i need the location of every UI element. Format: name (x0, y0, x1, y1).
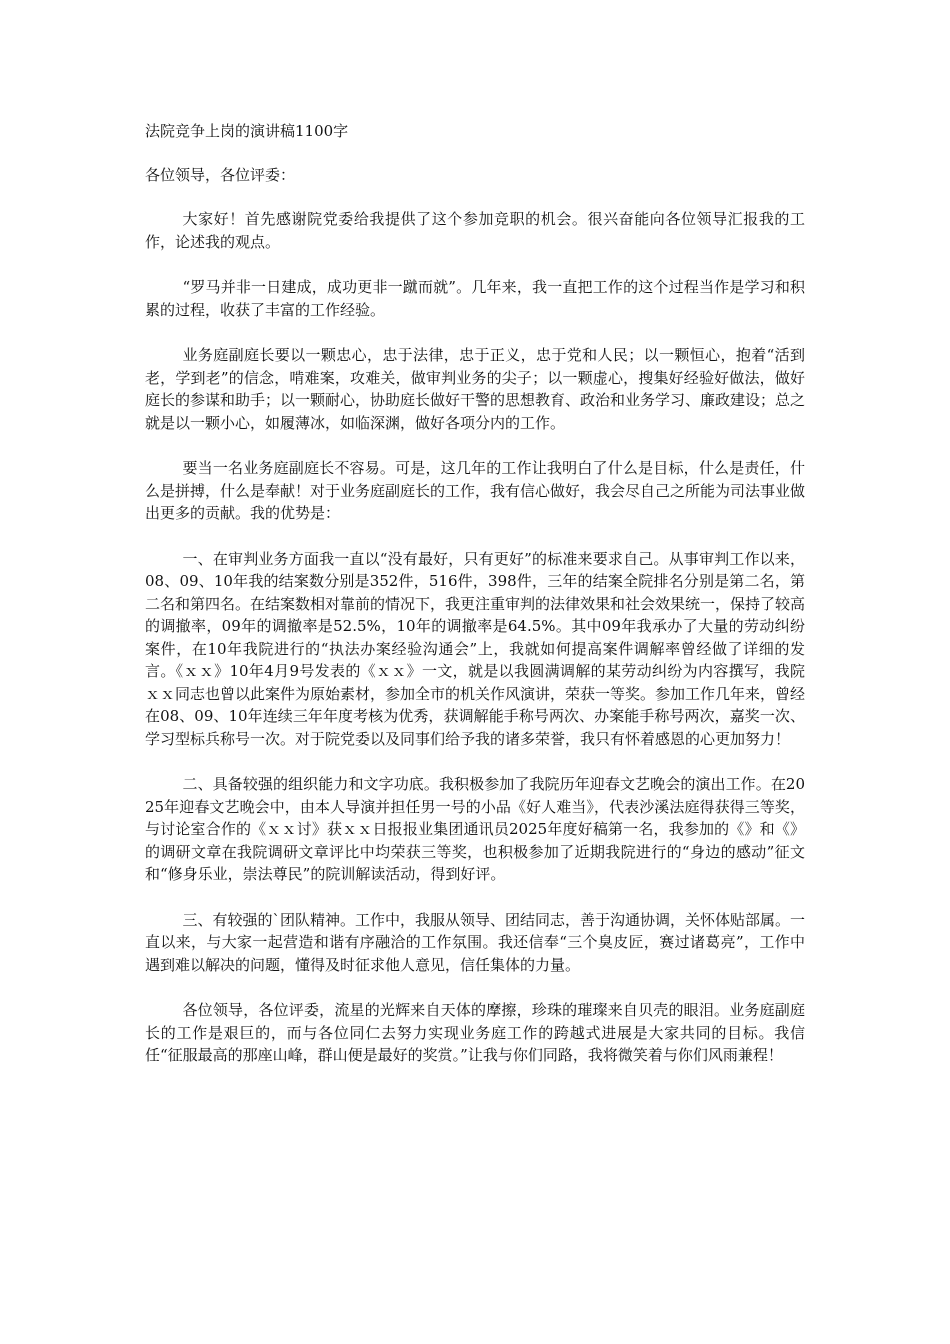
paragraph-four-hearts: 业务庭副庭长要以一颗忠心，忠于法律，忠于正义，忠于党和人民；以一颗恒心，抱着“活到老，学到老”的信念，啃难案，攻难关，做审判业务的尖子；以一颗虚心，搜集好经验好做法，做好庭长的参谋和助手；以一颗耐心，协助庭长做好干警的思想教育、政治和业务学习、廉政建设；总之就是以一颗小心，如履薄冰，如临深渊，做好各项分内的工作。 (145, 346, 806, 432)
document-page (145, 120, 805, 1090)
paragraph-opening: 大家好！首先感谢院党委给我提供了这个参加竞职的机会。很兴奋能向各位领导汇报我的工作，论述我的观点。 (145, 210, 805, 251)
document-title: 法院竞争上岗的演讲稿1100字 (145, 122, 349, 140)
paragraph-advantage-three: 三、有较强的`团队精神。工作中，我服从领导、团结同志，善于沟通协调，关怀体贴部属。一直以来，与大家一起营造和谐有序融洽的工作氛围。我还信奉“三个臭皮匠，赛过诸葛亮”，工作中遇到难以解决的问题，懂得及时征求他人意见，信任集体的力量。 (145, 910, 806, 974)
paragraph-advantages-intro: 要当一名业务庭副庭长不容易。可是，这几年的工作让我明白了什么是目标，什么是责任，什么是拼搏，什么是奉献！对于业务庭副庭长的工作，我有信心做好，我会尽自己之所能为司法事业做出更多的贡献。我的优势是： (145, 459, 806, 522)
paragraph-closing: 各位领导，各位评委，流星的光辉来自天体的摩擦，珍珠的璀璨来自贝壳的眼泪。业务庭副庭长的工作是艰巨的，而与各位同仁去努力实现业务庭工作的跨越式进展是大家共同的目标。我信任“征服最高的那座山峰，群山便是最好的奖赏。”让我与你们同路，我将微笑着与你们风雨兼程！ (145, 1001, 805, 1064)
paragraph-advantage-one: 一、在审判业务方面我一直以“没有最好，只有更好”的标准来要求自己。从事审判工作以来，08、09、10年我的结案数分别是352件，516件，398件，三年的结案全院排名分别是第二名，第二名和第四名。在结案数相对靠前的情况下，我更注重审判的法律效果和社会效果统一，保持了较高的调撤率，09年的调撤率是52.5%，10年的调撤率是64.5%。其中09年我承办了大量的劳动纠纷案件，在10年我院进行的“执法办案经验沟通会”上，我就如何提高案件调解率曾经做了详细的发言。《ｘｘ》10年4月9号发表的《ｘｘ》一文，就是以我圆满调解的某劳动纠纷为内容撰写，我院ｘｘ同志也曾以此案件为原始素材，参加全市的机关作风演讲，荣获一等奖。参加工作几年来，曾经在08、09、10年连续三年年度考核为优秀，获调解能手称号两次、办案能手称号两次，嘉奖一次、学习型标兵称号一次。对于院党委以及同事们给予我的诸多荣誉，我只有怀着感恩的心更加努力！ (145, 549, 806, 748)
paragraph-advantage-two: 二、具备较强的组织能力和文字功底。我积极参加了我院历年迎春文艺晚会的演出工作。在2025年迎春文艺晚会中，由本人导演并担任男一号的小品《好人难当》，代表沙溪法庭得获得三等奖，与讨论室合作的《ｘｘ讨》获ｘｘ日报报业集团通讯员2025年度好稿第一名，我参加的《》和《》的调研文章在我院调研文章评比中均荣获三等奖，也积极参加了近期我院进行的“身边的感动”征文和“修身乐业，崇法尊民”的院训解读活动，得到好评。 (145, 775, 805, 883)
paragraph-rome: “罗马并非一日建成，成功更非一蹴而就”。几年来，我一直把工作的这个过程当作是学习和积累的过程，收获了丰富的工作经验。 (145, 278, 805, 319)
salutation: 各位领导，各位评委： (145, 166, 296, 184)
